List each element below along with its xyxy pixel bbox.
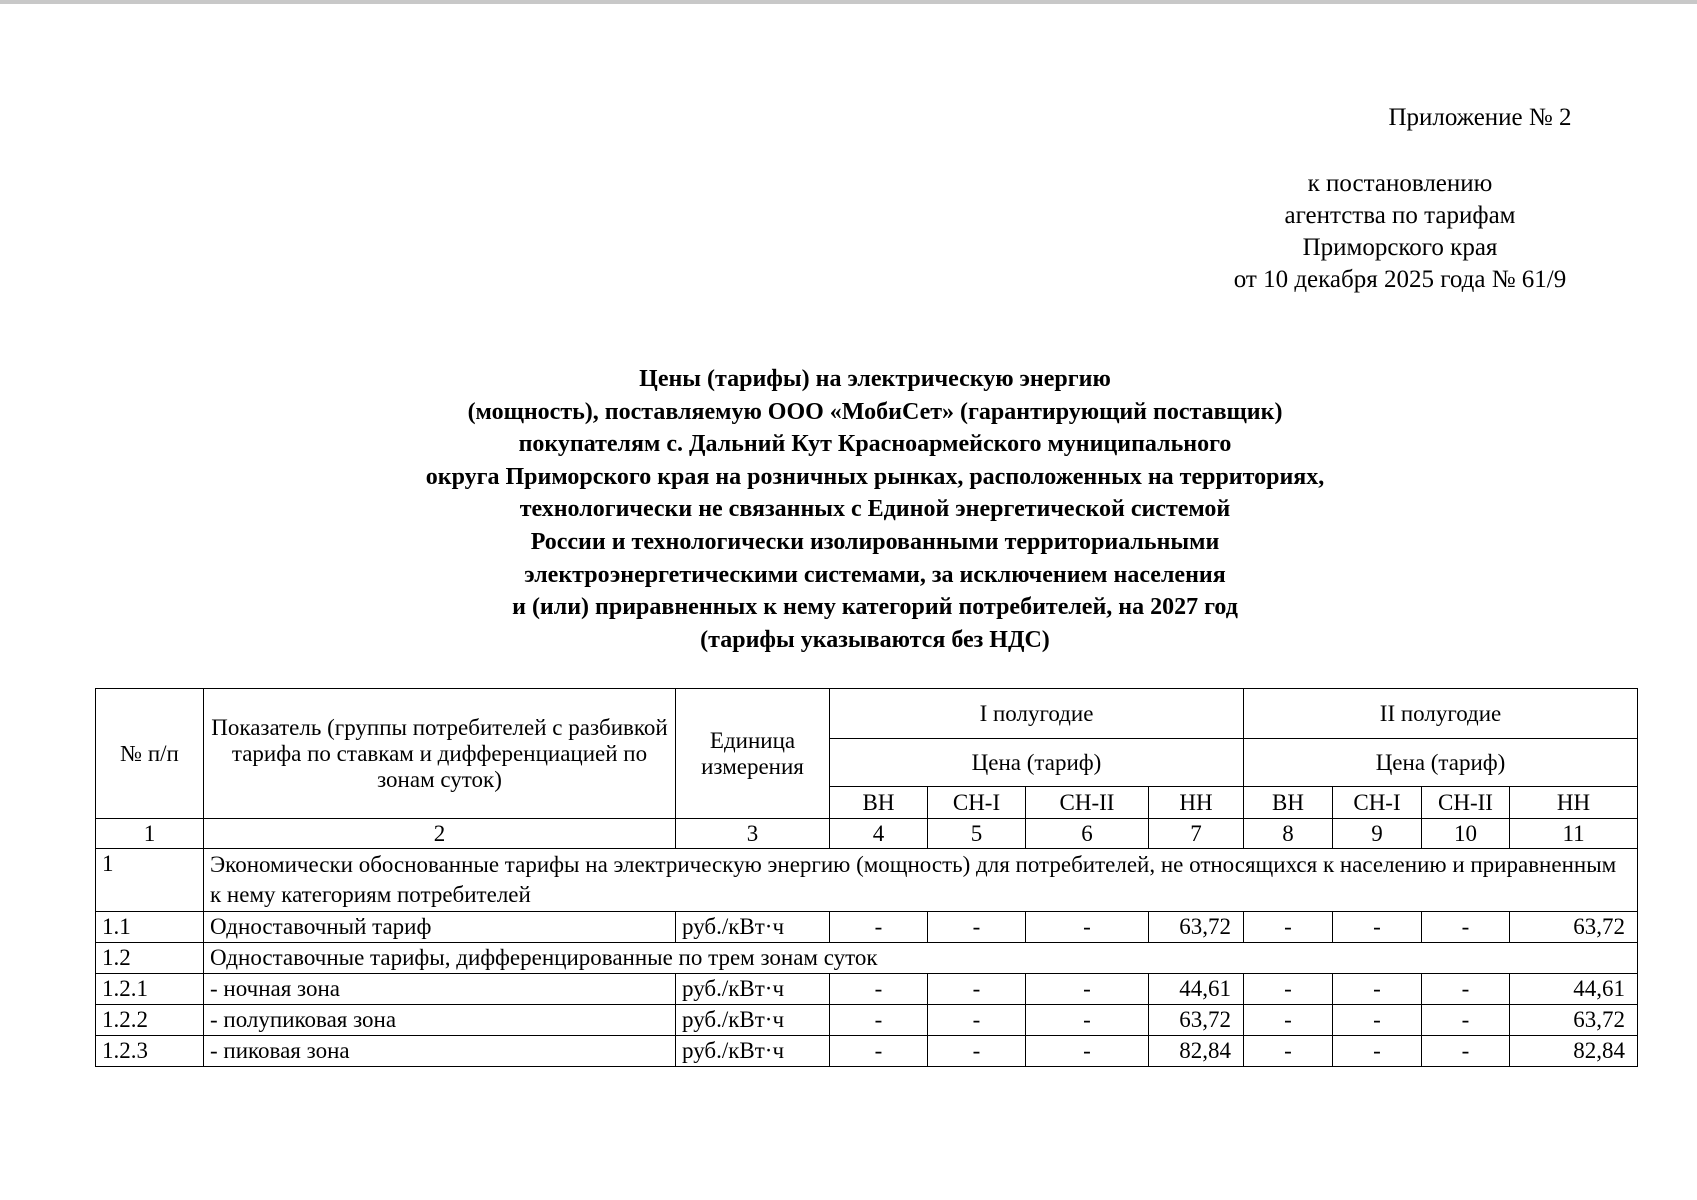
row-unit: руб./кВт·ч (676, 912, 830, 943)
table-row (96, 1005, 1638, 1036)
title-line: электроэнергетическими системами, за исключением населения (524, 561, 1226, 588)
header-level: СН-II (1422, 787, 1510, 819)
column-numbers-row (96, 819, 1638, 849)
annex-line: Приморского края (1302, 234, 1498, 261)
row-name: - полупиковая зона (204, 1005, 676, 1036)
cell-value: - (830, 1005, 928, 1036)
cell-value: - (1333, 912, 1422, 943)
cell-value: - (1422, 1005, 1510, 1036)
cell-value: - (1244, 1036, 1333, 1067)
subsection-row (96, 943, 1638, 974)
column-number: 10 (1422, 819, 1510, 849)
cell-value: - (830, 912, 928, 943)
cell-value: 63,72 (1149, 912, 1244, 943)
header-price: Цена (тариф) (830, 739, 1244, 787)
row-unit: руб./кВт·ч (676, 974, 830, 1005)
header-level: СН-II (1026, 787, 1149, 819)
cell-value: 82,84 (1510, 1036, 1638, 1067)
cell-value: - (1422, 912, 1510, 943)
cell-value: - (1422, 974, 1510, 1005)
table-row (96, 974, 1638, 1005)
row-name: - ночная зона (204, 974, 676, 1005)
cell-value: 44,61 (1510, 974, 1638, 1005)
scan-top-edge (0, 0, 1697, 4)
header-level: ВН (830, 787, 928, 819)
column-number: 3 (676, 819, 830, 849)
cell-value: - (928, 1036, 1026, 1067)
title-line: технологически не связанных с Единой энергетической системой (519, 496, 1231, 523)
row-num: 1.2.1 (96, 974, 204, 1005)
header-level: НН (1510, 787, 1638, 819)
cell-value: - (928, 1005, 1026, 1036)
header-row (96, 689, 1638, 739)
cell-value: - (1244, 1005, 1333, 1036)
cell-value: - (1026, 1036, 1149, 1067)
title-line: округа Приморского края на розничных рынках, расположенных на территориях, (425, 463, 1325, 490)
annex-line: агентства по тарифам (1284, 202, 1516, 229)
column-number: 6 (1026, 819, 1149, 849)
table-row (96, 912, 1638, 943)
cell-value: - (1244, 912, 1333, 943)
column-number: 7 (1149, 819, 1244, 849)
annex-reference (1160, 168, 1640, 296)
annex-number: Приложение № 2 (1388, 104, 1572, 131)
cell-value: - (1026, 912, 1149, 943)
column-number: 2 (204, 819, 676, 849)
section-text: Экономически обоснованные тарифы на электрическую энергию (мощность) для потребителей, не относящихся к населению и приравненным к нему категориям потребителей (204, 849, 1638, 912)
cell-value: - (830, 1036, 928, 1067)
cell-value: 63,72 (1510, 1005, 1638, 1036)
cell-value: - (928, 912, 1026, 943)
row-num: 1.1 (96, 912, 204, 943)
title-line: покупателям с. Дальний Кут Красноармейского муниципального (518, 431, 1232, 458)
annex-line: к постановлению (1307, 170, 1493, 197)
cell-value: - (1026, 1005, 1149, 1036)
cell-value: - (1333, 974, 1422, 1005)
column-number: 8 (1244, 819, 1333, 849)
row-name: Одноставочный тариф (204, 912, 676, 943)
cell-value: - (1333, 1036, 1422, 1067)
row-num: 1.2.3 (96, 1036, 204, 1067)
row-name: - пиковая зона (204, 1036, 676, 1067)
tariff-table (95, 688, 1638, 1067)
header-num: № п/п (96, 689, 204, 819)
cell-value: - (830, 974, 928, 1005)
column-number: 9 (1333, 819, 1422, 849)
cell-value: - (1422, 1036, 1510, 1067)
row-unit: руб./кВт·ч (676, 1005, 830, 1036)
cell-value: 63,72 (1149, 1005, 1244, 1036)
header-level: СН-I (1333, 787, 1422, 819)
title-line: России и технологически изолированными территориальными (530, 528, 1220, 555)
row-unit: руб./кВт·ч (676, 1036, 830, 1067)
row-num: 1.2 (96, 943, 204, 974)
row-num: 1.2.2 (96, 1005, 204, 1036)
cell-value: - (1026, 974, 1149, 1005)
column-number: 4 (830, 819, 928, 849)
title-line: Цены (тарифы) на электрическую энергию (639, 366, 1111, 392)
document-title (210, 363, 1540, 656)
title-line: (тарифы указываются без НДС) (700, 626, 1050, 653)
column-number: 5 (928, 819, 1026, 849)
header-half-2: II полугодие (1244, 689, 1638, 739)
row-num: 1 (96, 849, 204, 912)
section-row (96, 849, 1638, 912)
column-number: 1 (96, 819, 204, 849)
cell-value: - (1244, 974, 1333, 1005)
header-unit: Единица измерения (676, 689, 830, 819)
cell-value: - (1333, 1005, 1422, 1036)
header-indicator: Показатель (группы потребителей с разбивкой тарифа по ставкам и дифференциацией по зонам суток) (204, 689, 676, 819)
header-level: СН-I (928, 787, 1026, 819)
header-level: ВН (1244, 787, 1333, 819)
cell-value: 82,84 (1149, 1036, 1244, 1067)
header-level: НН (1149, 787, 1244, 819)
title-line: и (или) приравненных к нему категорий потребителей, на 2027 год (512, 594, 1238, 621)
title-line: (мощность), поставляемую ООО «МобиСет» (гарантирующий поставщик) (467, 398, 1283, 425)
cell-value: 63,72 (1510, 912, 1638, 943)
header-half-1: I полугодие (830, 689, 1244, 739)
annex-line: от 10 декабря 2025 года № 61/9 (1233, 266, 1567, 293)
column-number: 11 (1510, 819, 1638, 849)
cell-value: 44,61 (1149, 974, 1244, 1005)
header-price: Цена (тариф) (1244, 739, 1638, 787)
table-row (96, 1036, 1638, 1067)
subsection-text: Одноставочные тарифы, дифференцированные по трем зонам суток (204, 943, 1638, 974)
cell-value: - (928, 974, 1026, 1005)
